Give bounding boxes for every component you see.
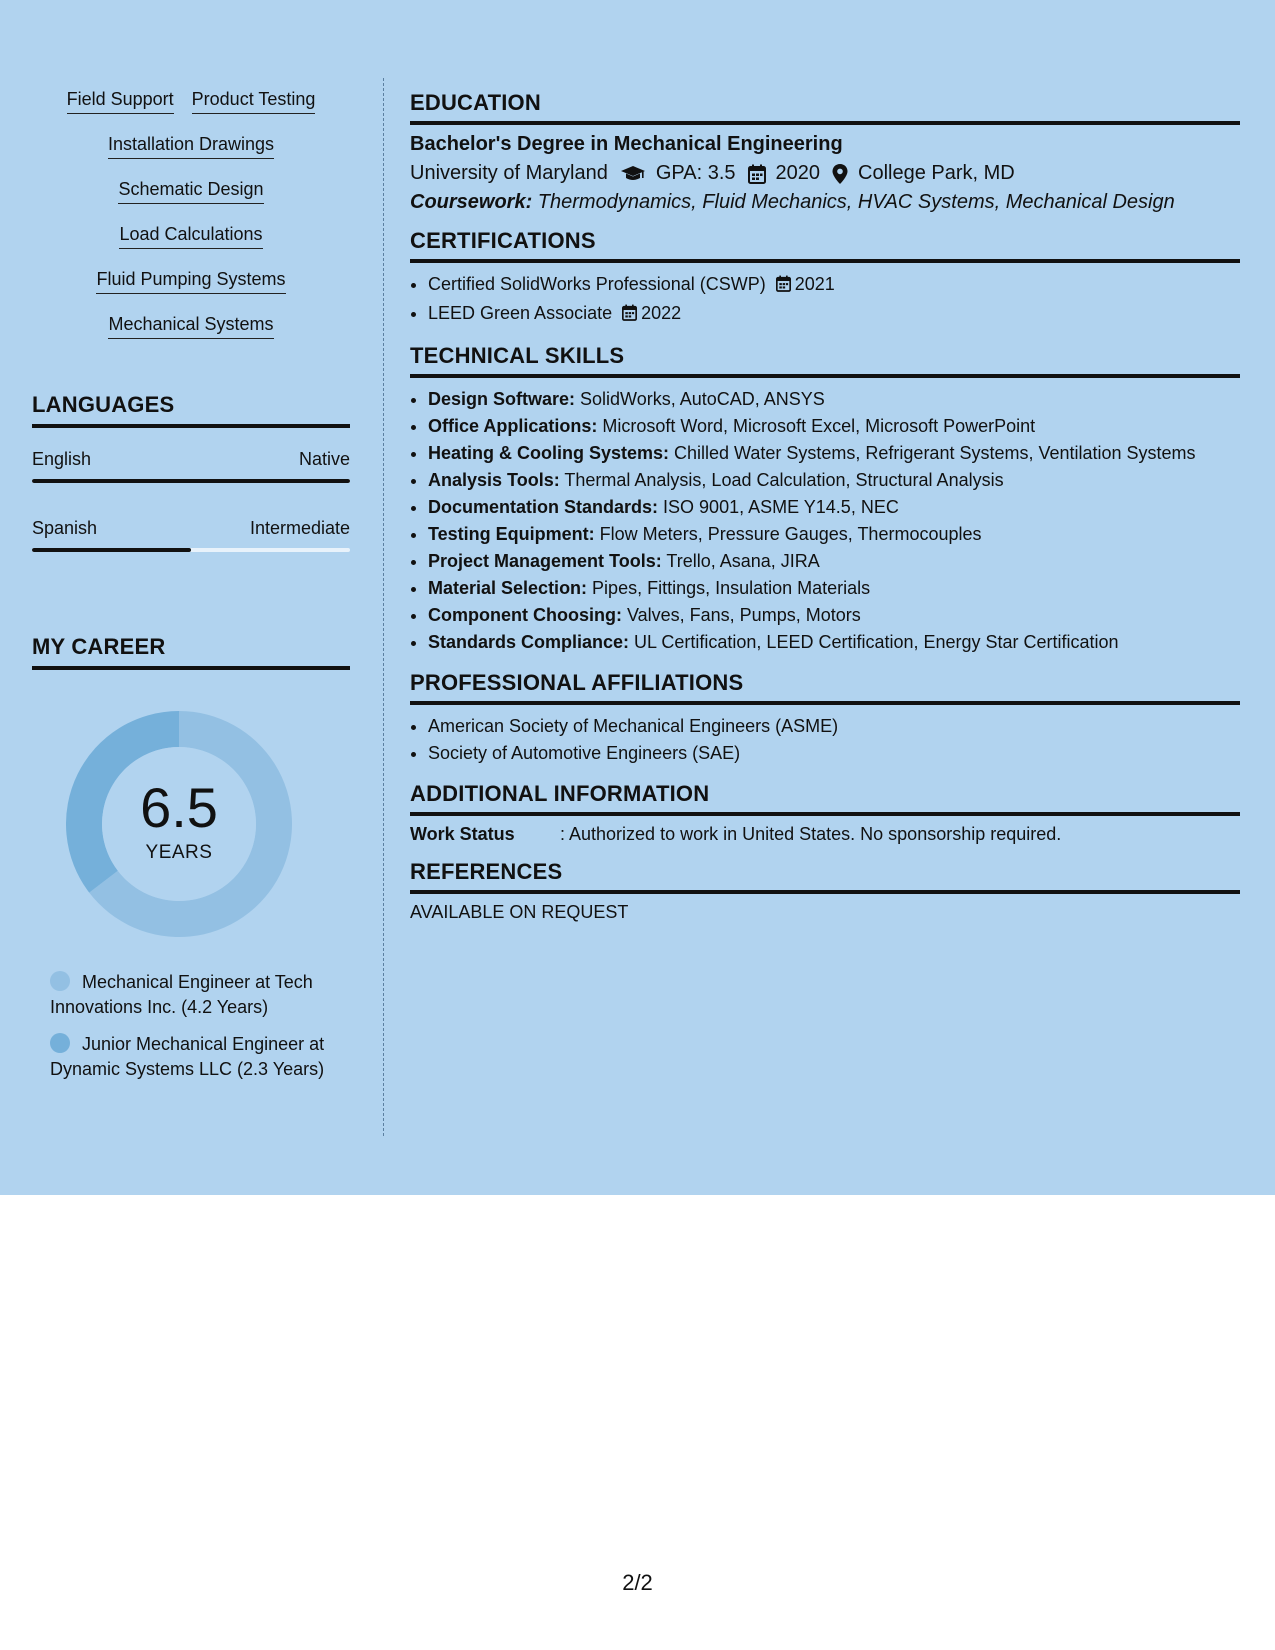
technical-skill-label: Material Selection: <box>428 578 588 598</box>
technical-skill-value: Chilled Water Systems, Refrigerant Systems, Ventilation Systems <box>669 443 1196 463</box>
technical-skills-section <box>410 343 1240 656</box>
additional-info-section <box>410 781 1240 845</box>
technical-skills-list <box>410 386 1240 656</box>
technical-skill-value: Flow Meters, Pressure Gauges, Thermocouples <box>594 524 982 544</box>
certifications-heading: CERTIFICATIONS <box>410 228 1240 263</box>
technical-skill-value: Valves, Fans, Pumps, Motors <box>621 605 861 625</box>
language-row <box>32 518 350 539</box>
technical-skill-label: Analysis Tools: <box>428 470 560 490</box>
education-details <box>410 162 1240 185</box>
skill-tag: Product Testing <box>192 88 316 114</box>
affiliations-heading: PROFESSIONAL AFFILIATIONS <box>410 670 1240 705</box>
graduation-cap-icon <box>620 164 646 184</box>
graduation-year: 2020 <box>775 162 821 184</box>
skill-tag: Load Calculations <box>119 223 262 249</box>
skills-row <box>32 178 350 204</box>
certification-name: LEED Green Associate <box>428 303 613 323</box>
calendar-icon <box>748 164 766 184</box>
calendar-icon <box>776 273 791 300</box>
technical-skill-value: ISO 9001, ASME Y14.5, NEC <box>658 497 899 517</box>
career-donut-chart <box>66 711 292 937</box>
language-name: English <box>32 449 92 469</box>
technical-skill-item <box>428 467 1240 494</box>
language-proficiency-bar <box>32 548 350 552</box>
career-legend-item <box>50 1032 340 1082</box>
certification-name: Certified SolidWorks Professional (CSWP) <box>428 274 766 294</box>
technical-skill-label: Office Applications: <box>428 416 598 436</box>
technical-skill-item <box>428 602 1240 629</box>
technical-skill-item <box>428 521 1240 548</box>
certification-item <box>428 300 1240 329</box>
skill-tag: Mechanical Systems <box>108 313 273 339</box>
technical-skill-value: UL Certification, LEED Certification, Energy Star Certification <box>629 632 1119 652</box>
legend-dot <box>50 971 70 991</box>
career-legend-label: Junior Mechanical Engineer at Dynamic Systems LLC (2.3 Years) <box>50 1034 325 1079</box>
technical-skill-value: Trello, Asana, JIRA <box>661 551 820 571</box>
language-proficiency-bar <box>32 479 350 483</box>
page-number: 2/2 <box>622 1570 653 1595</box>
right-column <box>410 90 1240 937</box>
technical-skill-item <box>428 440 1240 467</box>
technical-skill-item <box>428 629 1240 656</box>
affiliation-item: • American Society of Mechanical Engineers (ASME) <box>428 713 1240 740</box>
skill-tag: Fluid Pumping Systems <box>96 268 285 294</box>
affiliations-section <box>410 670 1240 767</box>
career-legend-item <box>50 970 340 1020</box>
skills-row <box>32 88 350 114</box>
technical-skill-item <box>428 548 1240 575</box>
references-heading: REFERENCES <box>410 859 1240 894</box>
donut-center <box>66 711 292 937</box>
skills-row <box>32 313 350 339</box>
work-status-label: Work Status <box>410 824 515 844</box>
calendar-icon <box>622 302 637 329</box>
career-legend <box>50 970 340 1094</box>
career-heading: MY CAREER <box>32 634 350 670</box>
career-total-unit: YEARS <box>145 842 213 863</box>
language-level: Intermediate <box>249 518 350 538</box>
skill-tag: Installation Drawings <box>108 133 274 159</box>
affiliations-list <box>410 713 1240 767</box>
certification-year: 2022 <box>641 303 682 323</box>
language-level: Native <box>298 449 350 469</box>
technical-skill-label: Heating & Cooling Systems: <box>428 443 670 463</box>
career-total-value: 6.5 <box>140 776 218 839</box>
career-legend-label: Mechanical Engineer at Tech Innovations Inc. (4.2 Years) <box>50 972 313 1017</box>
school-name: University of Maryland <box>410 162 608 184</box>
work-status-row <box>410 824 1240 845</box>
technical-skill-item <box>428 413 1240 440</box>
technical-skill-label: Design Software: <box>428 389 576 409</box>
language-row <box>32 449 350 470</box>
school-location: College Park, MD <box>858 162 1015 184</box>
technical-skill-label: Component Choosing: <box>428 605 622 625</box>
technical-skill-label: Documentation Standards: <box>428 497 659 517</box>
skills-row <box>32 133 350 159</box>
coursework-list: Thermodynamics, Fluid Mechanics, HVAC Systems, Mechanical Design <box>532 191 1175 213</box>
education-heading: EDUCATION <box>410 90 1240 125</box>
skill-tag: Schematic Design <box>118 178 263 204</box>
references-text: AVAILABLE ON REQUEST <box>410 902 629 922</box>
certification-year: 2021 <box>794 274 835 294</box>
technical-skill-value: Thermal Analysis, Load Calculation, Structural Analysis <box>559 470 1004 490</box>
language-proficiency-fill <box>32 479 350 483</box>
certification-item <box>428 271 1240 300</box>
references-section <box>410 859 1240 923</box>
degree-title: Bachelor's Degree in Mechanical Engineering <box>410 133 843 155</box>
technical-skills-heading: TECHNICAL SKILLS <box>410 343 1240 378</box>
skills-row <box>32 268 350 294</box>
technical-skill-item <box>428 575 1240 602</box>
gpa: GPA: 3.5 <box>655 162 736 184</box>
column-divider <box>383 78 384 1136</box>
language-proficiency-fill <box>32 548 191 552</box>
languages-heading: LANGUAGES <box>32 392 350 428</box>
technical-skill-value: Microsoft Word, Microsoft Excel, Microsoft PowerPoint <box>597 416 1036 436</box>
coursework <box>410 191 1240 214</box>
technical-skill-item <box>428 386 1240 413</box>
technical-skill-label: Project Management Tools: <box>428 551 662 571</box>
technical-skill-item <box>428 494 1240 521</box>
legend-dot <box>50 1033 70 1053</box>
technical-skill-value: SolidWorks, AutoCAD, ANSYS <box>575 389 825 409</box>
technical-skill-label: Standards Compliance: <box>428 632 630 652</box>
certifications-section <box>410 228 1240 329</box>
technical-skill-value: Pipes, Fittings, Insulation Materials <box>587 578 871 598</box>
education-section <box>410 90 1240 214</box>
certifications-list <box>410 271 1240 329</box>
work-status-value: : Authorized to work in United States. No sponsorship required. <box>560 824 1062 844</box>
skill-tag: Field Support <box>67 88 174 114</box>
affiliation-item: • Society of Automotive Engineers (SAE) <box>428 740 1240 767</box>
language-name: Spanish <box>32 518 98 538</box>
skills-row <box>32 223 350 249</box>
additional-info-heading: ADDITIONAL INFORMATION <box>410 781 1240 816</box>
location-pin-icon <box>832 164 848 184</box>
coursework-label: Coursework: <box>410 191 533 213</box>
technical-skill-label: Testing Equipment: <box>428 524 595 544</box>
